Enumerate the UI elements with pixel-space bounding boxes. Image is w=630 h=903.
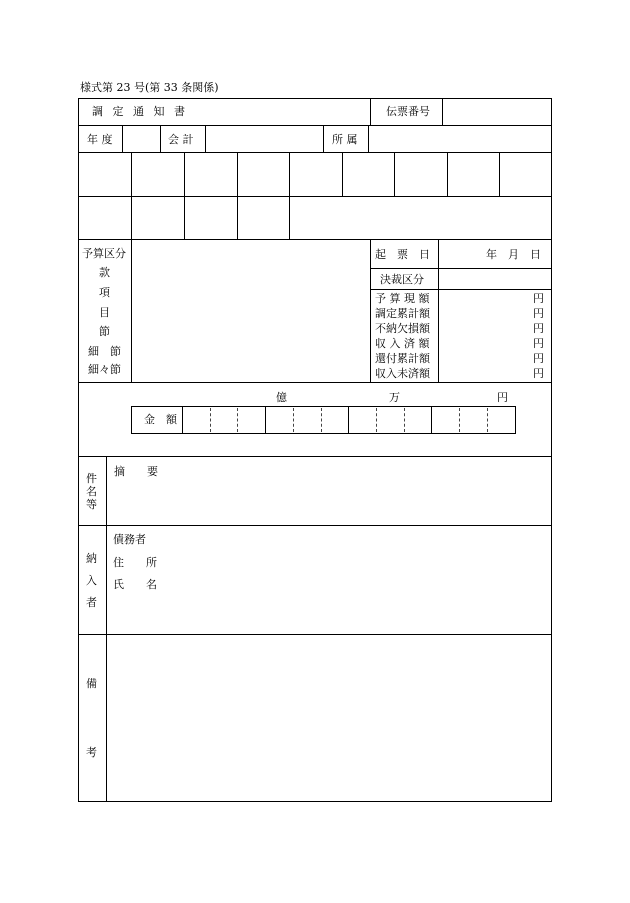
assessed-total-label: 調定累計額 [375, 307, 430, 320]
approval-label: 決裁区分 [380, 273, 424, 286]
kou-label: 項 [99, 286, 110, 299]
draft-date-label: 起 票 日 [375, 248, 430, 261]
yen-unit: 円 [533, 322, 544, 335]
saisaisetsu-label: 細々節 [88, 363, 121, 376]
header-info-row [78, 125, 552, 153]
budget-current-label: 予 算 現 額 [375, 292, 430, 305]
setsu-label: 節 [99, 325, 110, 338]
voucher-number-label: 伝票番号 [386, 105, 430, 118]
write-off-label: 不納欠損額 [375, 322, 430, 335]
oku-unit: 億 [276, 391, 287, 404]
remarks-section [78, 634, 552, 802]
yen-unit: 円 [533, 337, 544, 350]
refund-total-label: 還付累計額 [375, 352, 430, 365]
form-number: 様式第 23 号(第 33 条関係) [80, 81, 219, 94]
form-title: 調 定 通 知 書 [92, 105, 188, 118]
yen-unit: 円 [533, 352, 544, 365]
yen-unit: 円 [533, 307, 544, 320]
subject-side-label: 件名等 [86, 472, 97, 511]
department-label: 所 属 [332, 133, 358, 146]
accounting-label: 会 計 [168, 133, 194, 146]
budget-section [78, 239, 552, 383]
man-unit: 万 [389, 391, 400, 404]
received-label: 収 入 済 額 [375, 337, 430, 350]
debtor-label: 債務者 [113, 533, 146, 546]
budget-category-label: 予算区分 [82, 247, 126, 260]
yen-unit: 円 [533, 367, 544, 380]
summary-label: 摘 要 [114, 465, 158, 478]
moku-label: 目 [99, 306, 110, 319]
saisetsu-label: 細 節 [88, 345, 121, 358]
unreceived-label: 収入未済額 [375, 367, 430, 380]
draft-date-value: 年 月 日 [486, 248, 541, 261]
payer-side-label: 納入者 [86, 552, 97, 609]
name-label: 氏 名 [113, 578, 157, 591]
remarks-side-top: 備 [86, 677, 97, 690]
en-unit: 円 [497, 391, 508, 404]
address-label: 住 所 [113, 556, 157, 569]
yen-unit: 円 [533, 292, 544, 305]
amount-label: 金 額 [144, 413, 177, 426]
fiscal-year-label: 年 度 [87, 133, 113, 146]
remarks-side-bottom: 考 [86, 746, 97, 759]
kan-label: 款 [99, 266, 110, 279]
